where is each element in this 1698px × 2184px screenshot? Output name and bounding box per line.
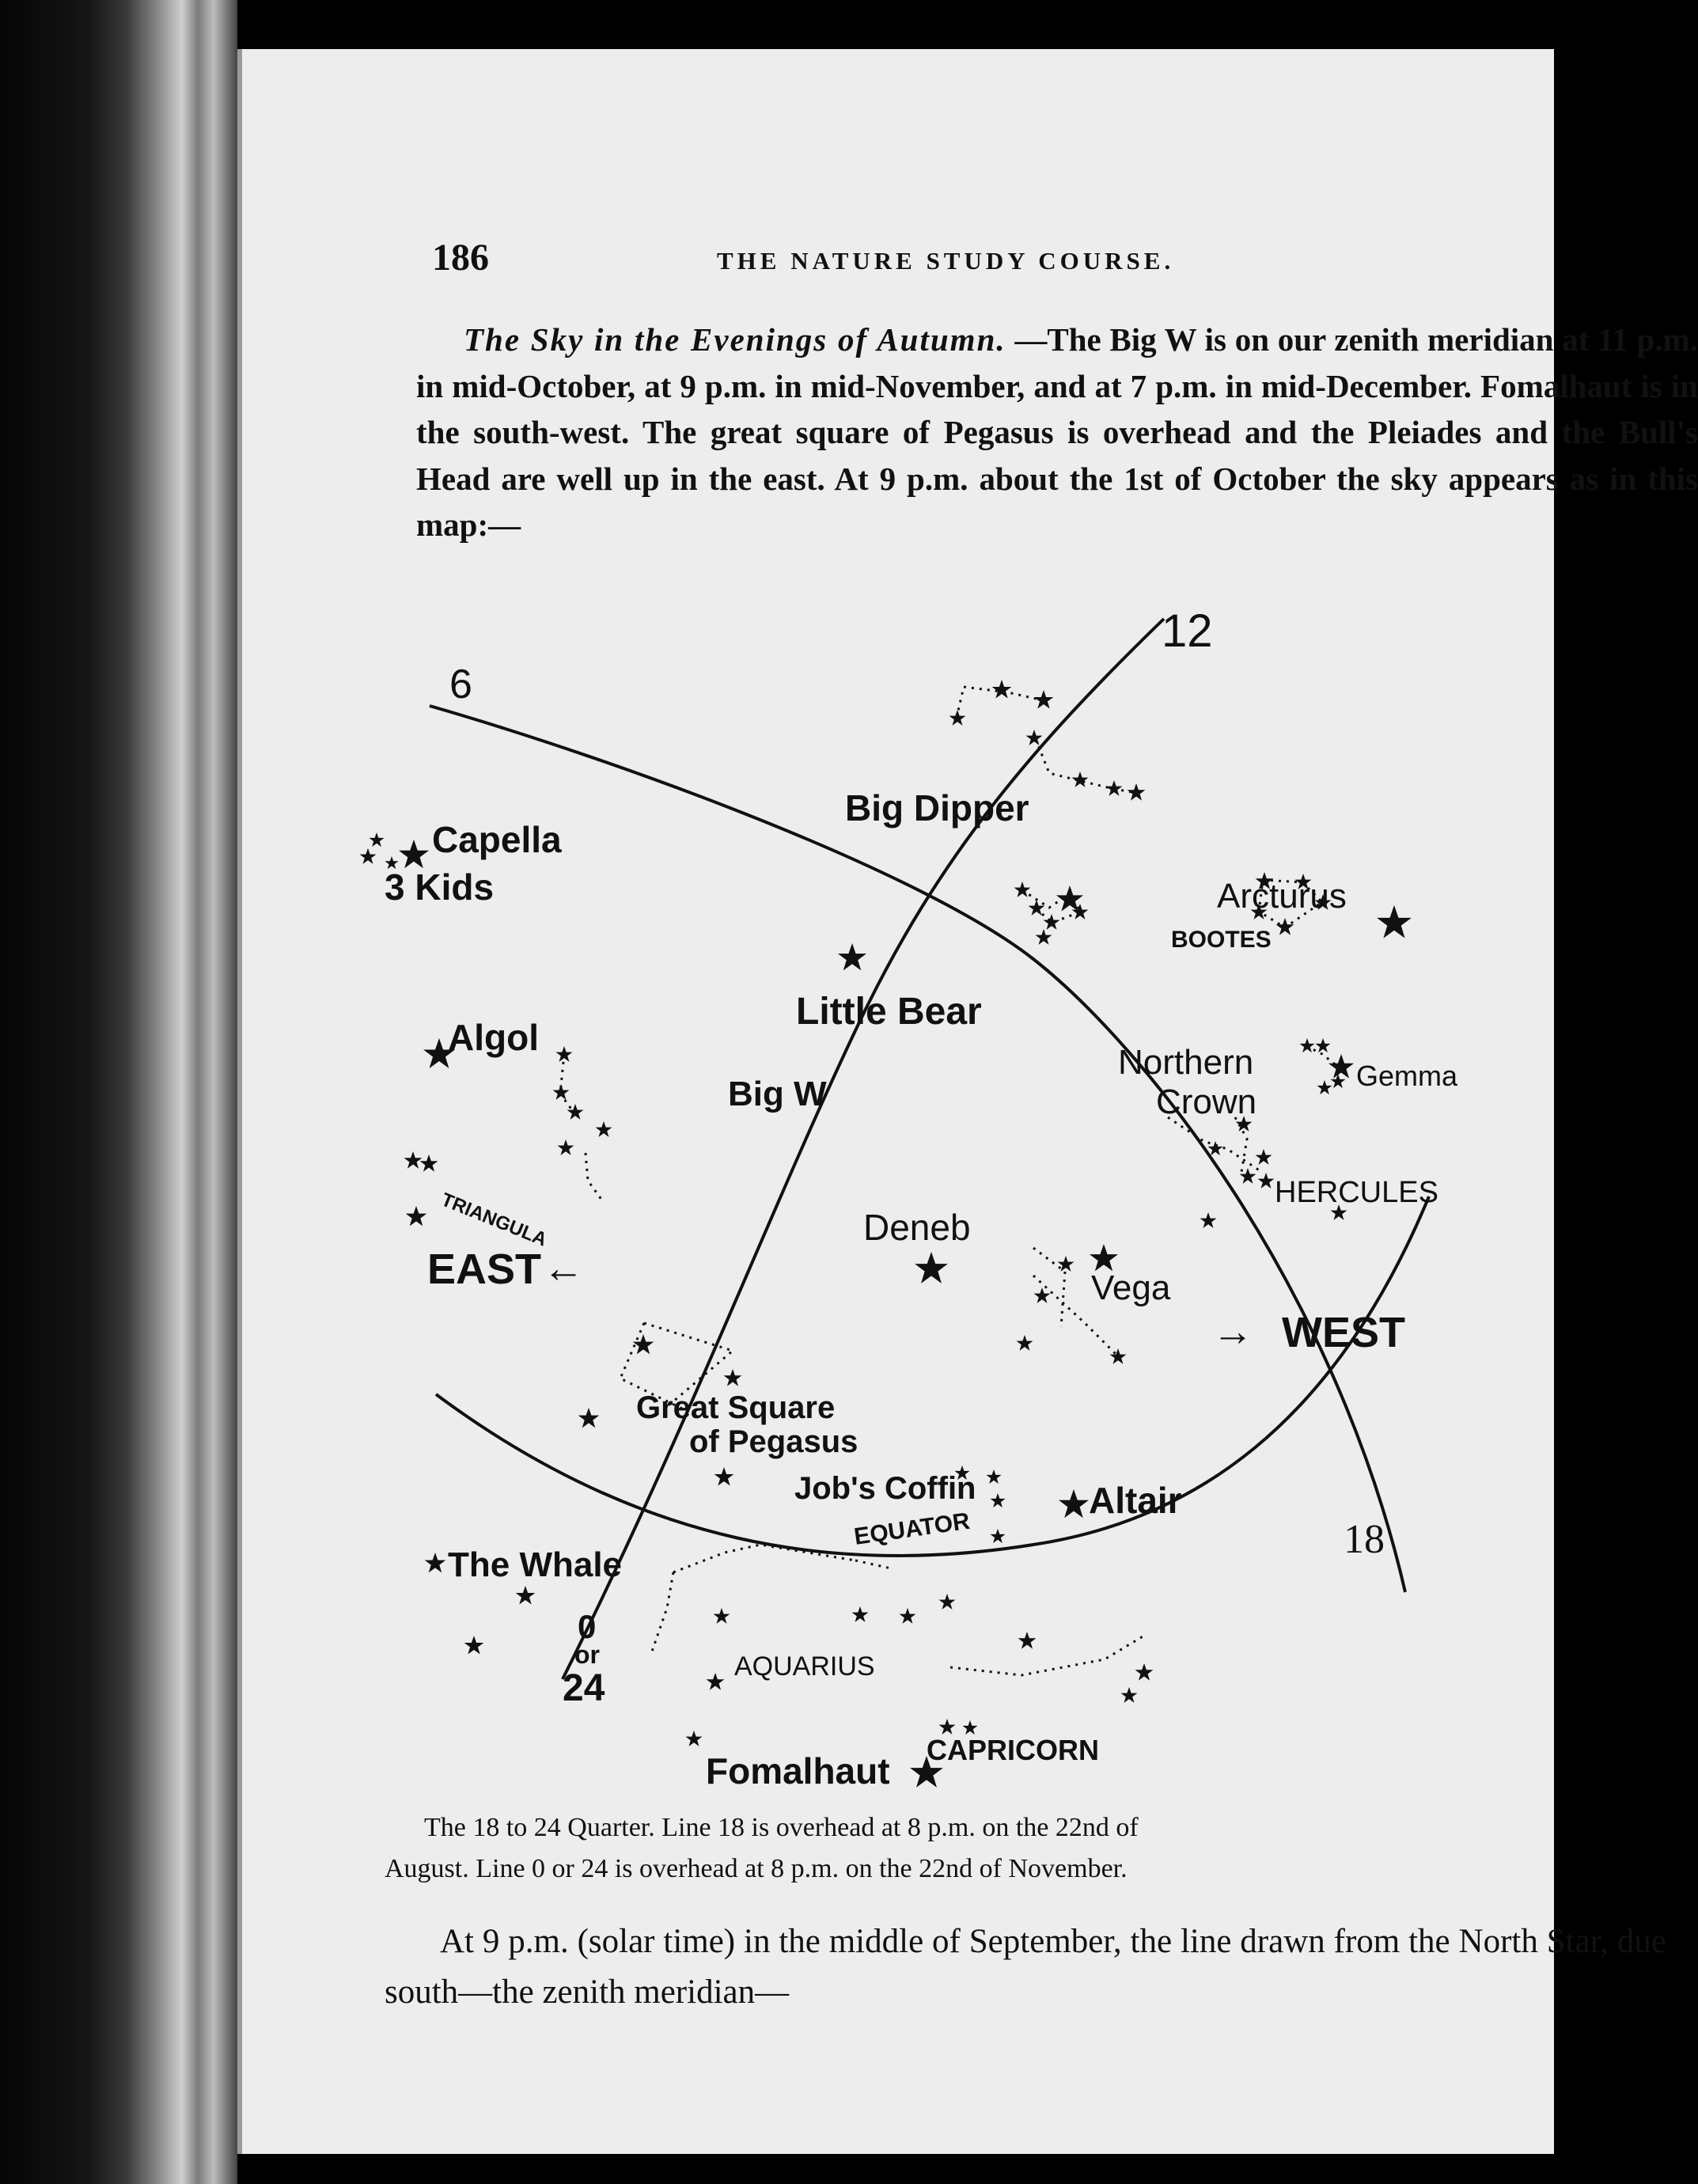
label-vega: Vega bbox=[1091, 1268, 1171, 1307]
hour-label-24: 24 bbox=[563, 1667, 605, 1709]
label-capricorn: CAPRICORN bbox=[927, 1734, 1100, 1766]
label-the-whale: The Whale bbox=[448, 1545, 623, 1584]
star-26 bbox=[1328, 1054, 1354, 1079]
star-59 bbox=[1059, 1489, 1089, 1518]
star-67 bbox=[1018, 1632, 1037, 1649]
star-51 bbox=[633, 1334, 654, 1354]
hour-label-6: 6 bbox=[449, 662, 472, 707]
star-70 bbox=[963, 1720, 978, 1735]
star-69 bbox=[939, 1719, 956, 1735]
book-page bbox=[237, 49, 1698, 2154]
west-label: WEST bbox=[1282, 1309, 1405, 1356]
star-72 bbox=[1135, 1663, 1154, 1681]
star-49 bbox=[1017, 1335, 1033, 1351]
star-56 bbox=[987, 1469, 1002, 1484]
star-62 bbox=[464, 1636, 484, 1655]
star-57 bbox=[991, 1493, 1006, 1507]
star-60 bbox=[425, 1553, 446, 1572]
star-16 bbox=[1044, 914, 1060, 930]
hour-line-6 bbox=[430, 706, 1405, 1592]
equator-label: EQUATOR bbox=[852, 1507, 972, 1550]
star-68 bbox=[707, 1673, 725, 1690]
star-58 bbox=[991, 1529, 1006, 1543]
star-39 bbox=[1256, 1149, 1272, 1165]
star-2 bbox=[1034, 690, 1054, 709]
star-1 bbox=[949, 710, 966, 726]
star-10 bbox=[399, 840, 429, 868]
label-jobs-coffin: Job's Coffin bbox=[794, 1471, 976, 1506]
label-deneb: Deneb bbox=[863, 1207, 971, 1248]
star-7 bbox=[360, 848, 377, 864]
star-74 bbox=[686, 1731, 703, 1746]
section-body: —The Big W is on our zenith meridian at 11 p.m. in mid-October, at 9 p.m. in mid-November, and at 7 p.m. in mid-December. Fomalhaut is in the south-west. The great square of Pegasus is overhead and the Pleiades and the Bull's Head are well up in the east. At 9 p.m. about the 1st of October the sky appears as in this map:— bbox=[416, 321, 1698, 543]
label-aquarius: AQUARIUS bbox=[734, 1651, 875, 1682]
star-25 bbox=[1316, 1038, 1331, 1052]
caption-line-1: The 18 to 24 Quarter. Line 18 is overhead at 8 p.m. on the 22nd of bbox=[424, 1813, 1139, 1842]
label-capella: Capella bbox=[432, 819, 562, 860]
label-little-bear: Little Bear bbox=[796, 991, 982, 1033]
hour-label-or: or bbox=[574, 1640, 600, 1669]
star-4 bbox=[1072, 772, 1089, 787]
label-big-dipper: Big Dipper bbox=[845, 787, 1029, 828]
star-63 bbox=[714, 1608, 730, 1624]
continuation-text: At 9 p.m. (solar time) in the middle of September, the line drawn from the North Star, due south—the zenith meridian— bbox=[385, 1923, 1666, 2011]
star-27 bbox=[1317, 1080, 1332, 1094]
star-61 bbox=[516, 1586, 536, 1605]
star-34 bbox=[558, 1139, 574, 1155]
star-3 bbox=[1026, 730, 1043, 745]
star-36 bbox=[420, 1155, 438, 1172]
star-8 bbox=[370, 832, 385, 847]
west-arrow: → bbox=[1212, 1309, 1253, 1355]
label-altair: Altair bbox=[1089, 1480, 1182, 1521]
star-54 bbox=[714, 1467, 734, 1486]
star-24 bbox=[1300, 1038, 1315, 1052]
star-48 bbox=[1034, 1287, 1051, 1303]
star-map bbox=[242, 49, 1554, 1790]
label-big-w: Big W bbox=[728, 1075, 827, 1113]
map-caption bbox=[385, 1807, 1682, 1890]
star-53 bbox=[578, 1408, 600, 1428]
book-spine bbox=[0, 0, 237, 2184]
label-triangula: TRIANGULA bbox=[438, 1189, 550, 1251]
star-0 bbox=[992, 680, 1012, 699]
caption-line-2: August. Line 0 or 24 is overhead at 8 p.m. on the 22nd of November. bbox=[385, 1854, 1128, 1883]
hour-label-18: 18 bbox=[1344, 1517, 1385, 1562]
continuation-paragraph bbox=[385, 1917, 1666, 2018]
east-label: EAST bbox=[427, 1246, 542, 1293]
star-28 bbox=[1331, 1074, 1346, 1088]
label-of-pegasus: of Pegasus bbox=[689, 1424, 858, 1459]
star-47 bbox=[1058, 1256, 1075, 1272]
label-hercules: HERCULES bbox=[1275, 1176, 1438, 1209]
star-50 bbox=[1110, 1348, 1127, 1364]
star-66 bbox=[939, 1594, 956, 1610]
star-12 bbox=[1036, 929, 1052, 945]
star-64 bbox=[852, 1606, 869, 1622]
star-5 bbox=[1106, 780, 1123, 796]
star-46 bbox=[1090, 1244, 1118, 1271]
hour-label-12: 12 bbox=[1162, 605, 1213, 657]
label-crown: Crown bbox=[1156, 1083, 1257, 1121]
star-35 bbox=[404, 1151, 423, 1169]
star-11 bbox=[838, 943, 866, 970]
star-14 bbox=[1014, 882, 1031, 897]
label-great-square: Great Square bbox=[636, 1390, 836, 1425]
star-42 bbox=[1258, 1173, 1275, 1189]
star-65 bbox=[900, 1608, 916, 1624]
page-number: 186 bbox=[432, 237, 489, 279]
section-heading: The Sky in the Evenings of Autumn. bbox=[464, 321, 1006, 358]
label-northern: Northern bbox=[1118, 1043, 1254, 1082]
star-45 bbox=[915, 1252, 948, 1283]
east-arrow: ← bbox=[543, 1246, 584, 1291]
label-bootes: BOOTES bbox=[1171, 927, 1272, 953]
label-fomalhaut: Fomalhaut bbox=[706, 1750, 890, 1792]
star-30 bbox=[556, 1046, 573, 1062]
star-31 bbox=[553, 1084, 570, 1100]
label-arcturus: Arcturus bbox=[1217, 877, 1347, 916]
star-37 bbox=[406, 1206, 427, 1226]
hour-label-0: 0 bbox=[578, 1608, 597, 1645]
star-18 bbox=[1377, 905, 1412, 938]
star-22 bbox=[1276, 918, 1294, 935]
star-43 bbox=[1200, 1212, 1217, 1228]
label-algol: Algol bbox=[448, 1017, 539, 1058]
running-head: THE NATURE STUDY COURSE. bbox=[717, 247, 1175, 275]
star-52 bbox=[724, 1369, 742, 1386]
label-gemma: Gemma bbox=[1356, 1060, 1458, 1092]
star-33 bbox=[596, 1121, 612, 1137]
star-15 bbox=[1029, 900, 1045, 916]
star-71 bbox=[1121, 1687, 1138, 1703]
label-3-kids: 3 Kids bbox=[385, 866, 495, 908]
star-6 bbox=[1128, 783, 1146, 801]
